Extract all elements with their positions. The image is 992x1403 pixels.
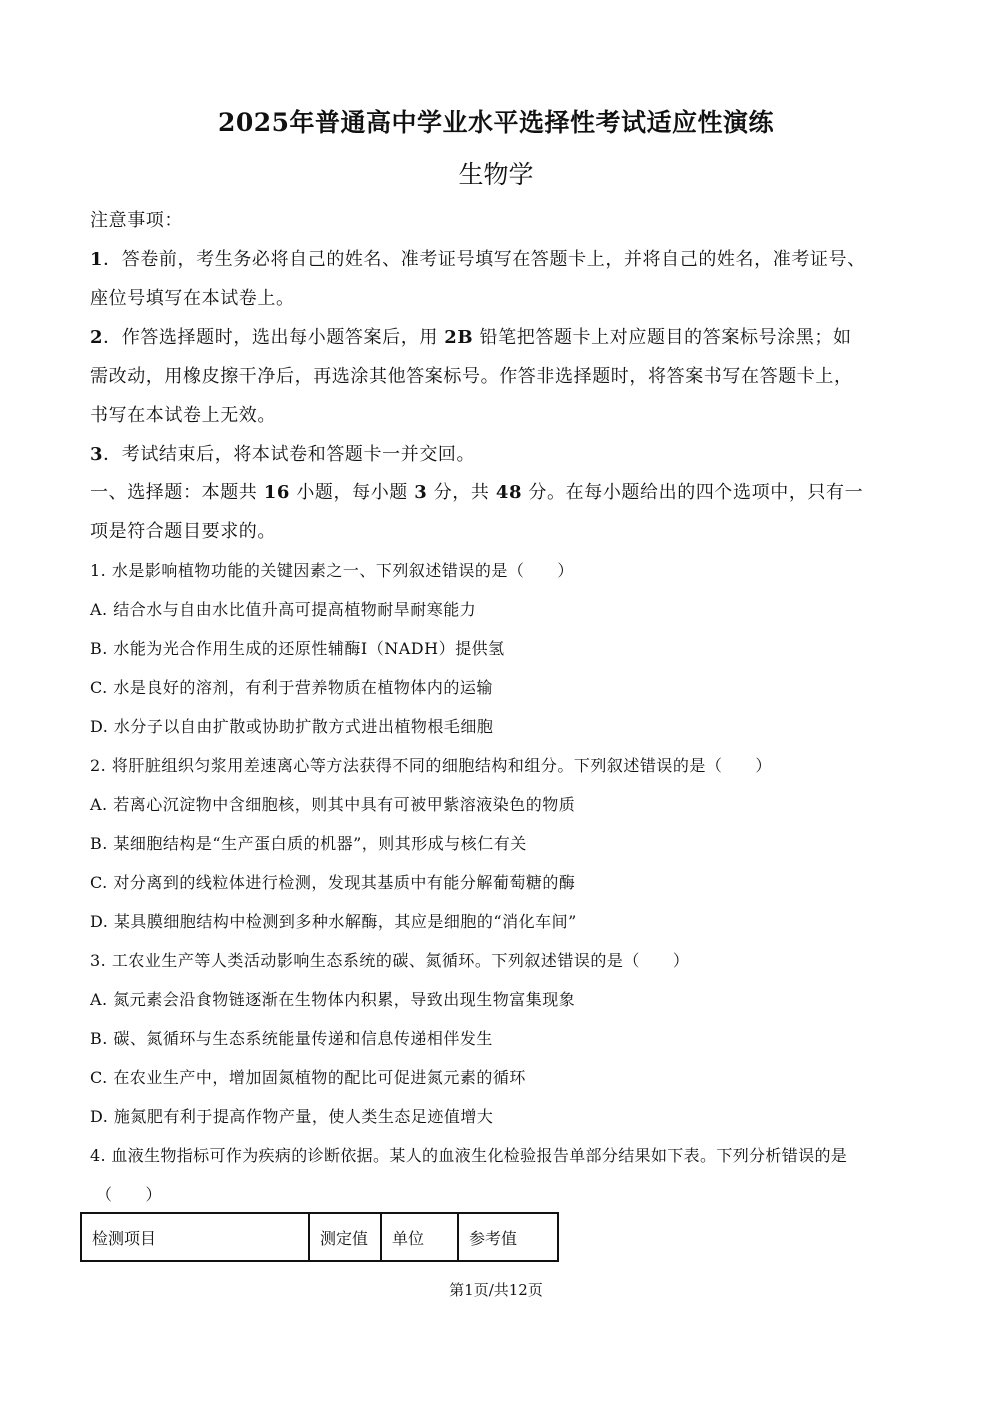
question-3-stem: 3. 工农业生产等人类活动影响生态系统的碳、氮循环。下列叙述错误的是（ ） xyxy=(90,951,690,970)
total-points: 48 xyxy=(495,482,523,503)
note-2-line-2: 需改动，用橡皮擦干净后，再选涂其他答案标号。作答非选择题时，将答案书写在答题卡上， xyxy=(90,366,853,387)
question-1-option-c: C. 水是良好的溶剂，有利于营养物质在植物体内的运输 xyxy=(90,678,493,697)
notes-heading: 注意事项： xyxy=(90,210,183,231)
section-heading xyxy=(90,478,902,504)
exam-title: 2025年普通高中学业水平选择性考试适应性演练 xyxy=(217,108,775,137)
table-header-cell: 单位 xyxy=(381,1213,458,1261)
note-text: ．作答选择题时，选出每小题答案后，用 xyxy=(103,327,438,348)
question-1-option-a: A. 结合水与自由水比值升高可提高植物耐旱耐寒能力 xyxy=(90,600,477,619)
question-1-stem: 1. 水是影响植物功能的关键因素之一、下列叙述错误的是（ ） xyxy=(90,561,574,580)
question-3-option-a: A. 氮元素会沿食物链逐渐在生物体内积累，导致出现生物富集现象 xyxy=(90,990,576,1009)
note-2-line-3: 书写在本试卷上无效。 xyxy=(90,405,276,426)
note-text: ．考试结束后，将本试卷和答题卡一并交回。 xyxy=(103,444,476,465)
points-per-question: 3 xyxy=(414,482,428,503)
question-3-option-b: B. 碳、氮循环与生态系统能量传递和信息传递相伴发生 xyxy=(90,1029,493,1048)
question-3-option-c: C. 在农业生产中，增加固氮植物的配比可促进氮元素的循环 xyxy=(90,1068,526,1087)
question-2-option-a: A. 若离心沉淀物中含细胞核，则其中具有可被甲紫溶液染色的物质 xyxy=(90,795,576,814)
note-text: 铅笔把答题卡上对应题目的答案标号涂黑；如 xyxy=(479,327,852,348)
section-text: 一、选择题：本题共 xyxy=(90,482,258,503)
blood-test-table xyxy=(80,1212,559,1262)
section-text: 分。在每小题给出的四个选项中，只有一 xyxy=(528,482,864,503)
note-number: 3 xyxy=(90,444,104,465)
question-1-option-b: B. 水能为光合作用生成的还原性辅酶I（NADH）提供氢 xyxy=(90,639,505,658)
note-number: 1 xyxy=(90,249,104,270)
note-2-line-1 xyxy=(90,323,902,349)
question-3-option-d: D. 施氮肥有利于提高作物产量，使人类生态足迹值增大 xyxy=(90,1107,494,1126)
pencil-grade: 2B xyxy=(444,327,474,348)
question-4-stem-paren: （ ） xyxy=(96,1185,163,1204)
question-count: 16 xyxy=(263,482,290,503)
table-header-cell: 参考值 xyxy=(458,1213,558,1261)
note-text: ．答卷前，考生务必将自己的姓名、准考证号填写在答题卡上，并将自己的姓名，准考证号、 xyxy=(103,249,866,270)
section-text: 小题，每小题 xyxy=(296,482,408,503)
question-2-stem: 2. 将肝脏组织匀浆用差速离心等方法获得不同的细胞结构和组分。下列叙述错误的是（ ） xyxy=(90,756,772,775)
note-1-line-2: 座位号填写在本试卷上。 xyxy=(90,288,295,309)
question-4-stem: 4. 血液生物指标可作为疾病的诊断依据。某人的血液生化检验报告单部分结果如下表。下列分析错误的是 xyxy=(90,1146,848,1165)
table-header-cell: 检测项目 xyxy=(81,1213,309,1261)
question-2-option-d: D. 某具膜细胞结构中检测到多种水解酶，其应是细胞的“消化车间” xyxy=(90,912,577,931)
page-footer: 第1页/共12页 xyxy=(449,1281,543,1299)
question-2-option-c: C. 对分离到的线粒体进行检测，发现其基质中有能分解葡萄糖的酶 xyxy=(90,873,576,892)
section-text: 分，共 xyxy=(433,482,490,503)
question-1-option-d: D. 水分子以自由扩散或协助扩散方式进出植物根毛细胞 xyxy=(90,717,494,736)
note-1-line-1 xyxy=(90,245,902,271)
table-header-row xyxy=(81,1213,558,1261)
table-header-cell: 测定值 xyxy=(309,1213,381,1261)
subject-title: 生物学 xyxy=(458,160,534,189)
note-number: 2 xyxy=(90,327,104,348)
note-3-line-1 xyxy=(90,440,902,466)
question-2-option-b: B. 某细胞结构是“生产蛋白质的机器”，则其形成与核仁有关 xyxy=(90,834,527,853)
section-heading-line-2: 项是符合题目要求的。 xyxy=(90,521,276,542)
